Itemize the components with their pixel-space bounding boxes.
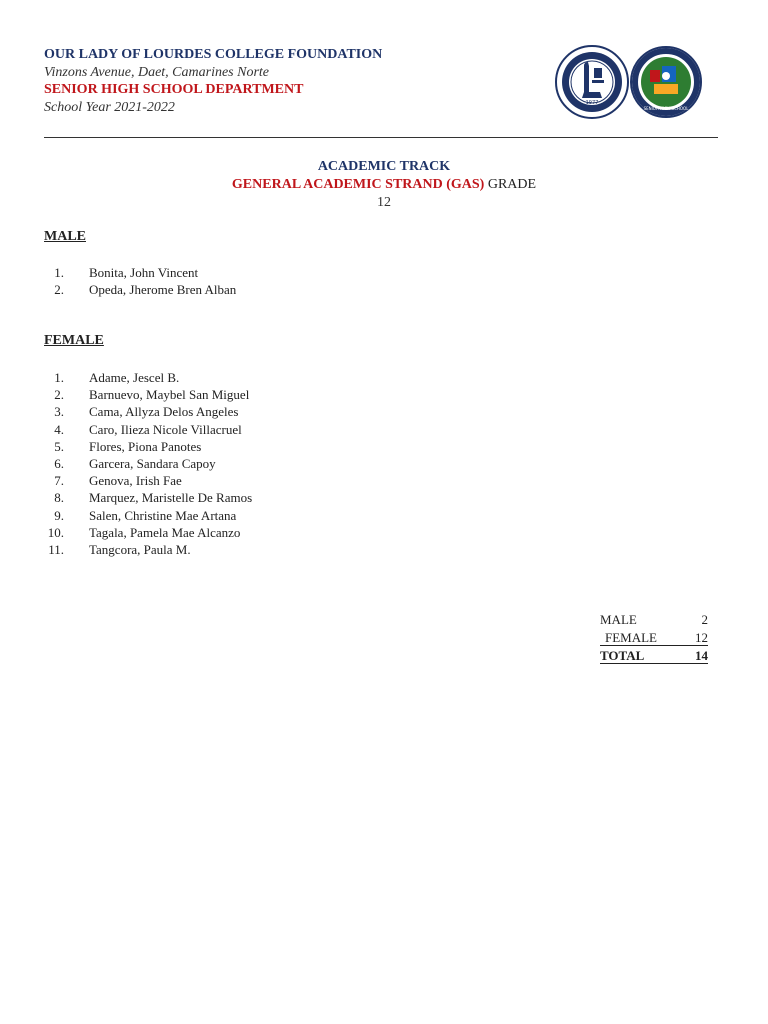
header-divider: [44, 137, 718, 138]
list-item: 10. Tagala, Pamela Mae Alcanzo: [47, 524, 241, 540]
school-header: [44, 46, 382, 116]
female-list: [44, 369, 253, 558]
svg-text:SENIOR HIGH SCHOOL: SENIOR HIGH SCHOOL: [643, 106, 689, 111]
female-total-value: 12: [695, 630, 708, 645]
list-item: 3. Cama, Allyza Delos Angeles: [54, 404, 239, 420]
grand-total-value: 14: [695, 648, 708, 663]
male-total-row: [598, 611, 710, 629]
female-total-row: [598, 629, 710, 647]
list-item: 4. Caro, Ilieza Nicole Villacruel: [54, 421, 242, 437]
female-heading: FEMALE: [44, 333, 104, 348]
female-total-label: FEMALE: [605, 630, 657, 645]
list-item: 2. Barnuevo, Maybel San Miguel: [54, 387, 250, 403]
school-year: School Year 2021-2022: [44, 99, 175, 115]
list-item: 7. Genova, Irish Fae: [54, 473, 182, 489]
institution-name: OUR LADY OF LOURDES COLLEGE FOUNDATION: [44, 47, 383, 62]
list-item: 1. Bonita, John Vincent: [54, 265, 199, 280]
track-title: ACADEMIC TRACK: [317, 159, 451, 174]
totals-summary: [598, 611, 710, 665]
college-seal-icon: [556, 46, 628, 118]
svg-text:1977: 1977: [585, 100, 599, 106]
strand-title: [0, 176, 768, 194]
list-item: 2. Opeda, Jherome Bren Alban: [54, 282, 237, 298]
department-name: SENIOR HIGH SCHOOL DEPARTMENT: [44, 82, 304, 97]
male-heading: MALE: [44, 229, 86, 244]
shs-seal-icon: [631, 47, 701, 117]
male-total-label: MALE: [600, 612, 637, 627]
grade-number: 12: [377, 195, 391, 210]
grand-total-row: [598, 647, 710, 665]
list-item: 1. Adame, Jescel B.: [54, 370, 180, 385]
list-item: 9. Salen, Christine Mae Artana: [54, 507, 237, 523]
list-item: 5. Flores, Piona Panotes: [54, 438, 202, 454]
list-item: 8. Marquez, Maristelle De Ramos: [54, 490, 253, 506]
grade-word: GRADE: [487, 177, 537, 192]
male-total-value: 2: [701, 612, 708, 627]
list-item: 6. Garcera, Sandara Capoy: [54, 455, 216, 471]
strand-name: GENERAL ACADEMIC STRAND (GAS): [231, 177, 485, 192]
male-list: [44, 264, 237, 298]
school-logos: [554, 44, 702, 120]
list-item: 11. Tangcora, Paula M.: [48, 541, 191, 557]
school-address: Vinzons Avenue, Daet, Camarines Norte: [44, 64, 270, 80]
grand-total-label: TOTAL: [600, 648, 645, 663]
